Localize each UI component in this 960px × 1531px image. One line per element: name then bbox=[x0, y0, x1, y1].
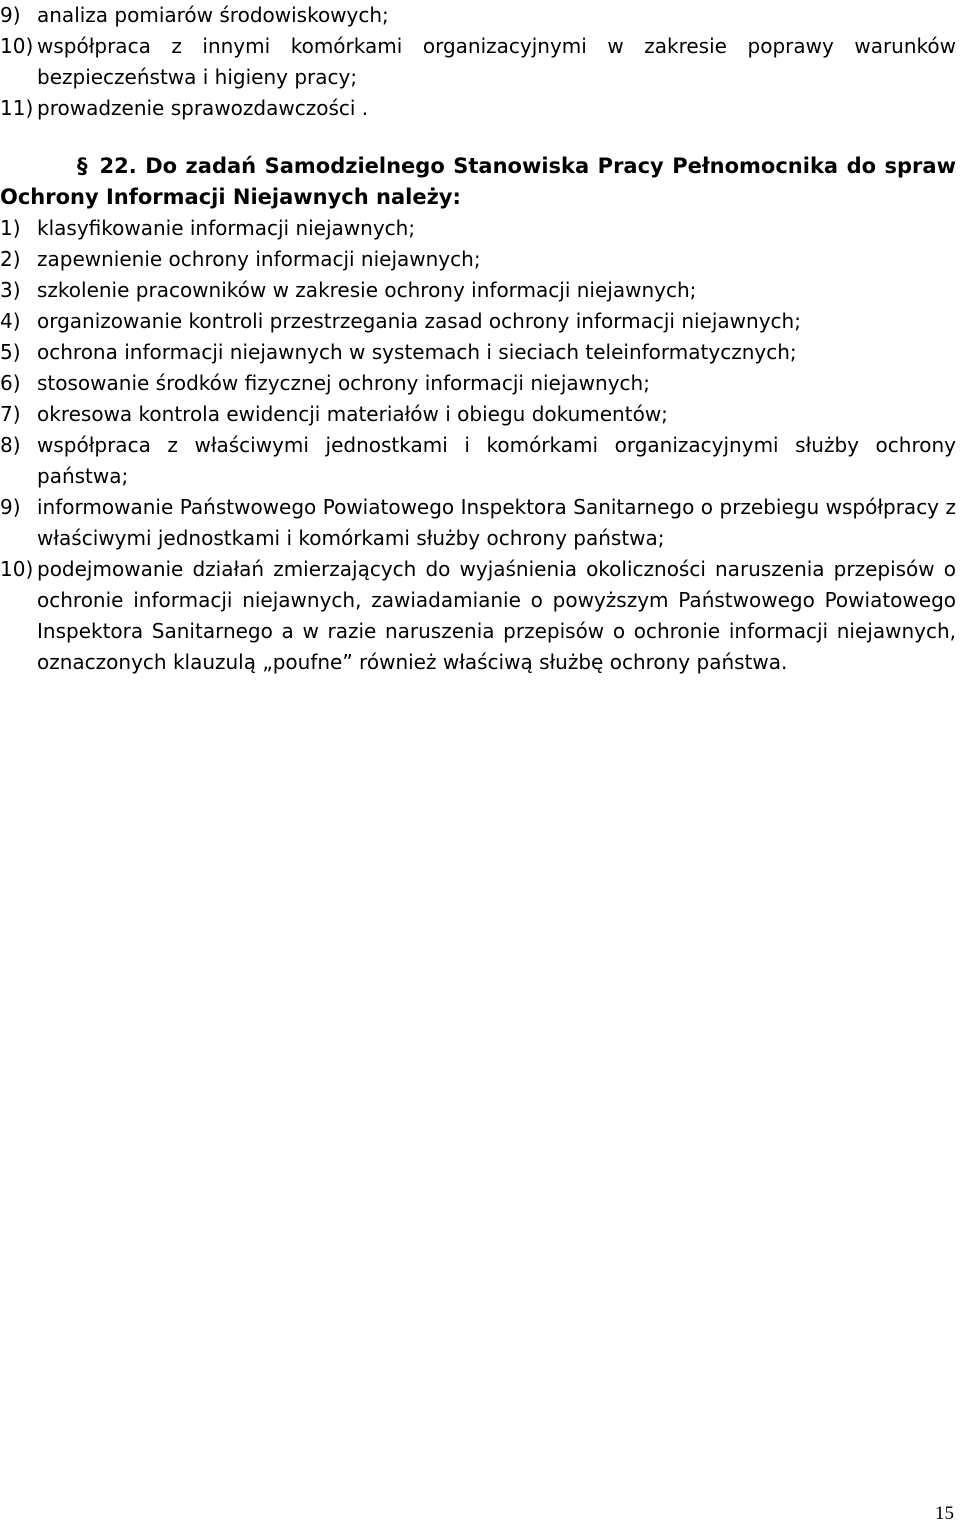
list-item bbox=[0, 93, 956, 124]
list-item bbox=[0, 31, 956, 93]
item-number: 10) bbox=[0, 34, 34, 58]
item-text: stosowanie środków fizycznej ochrony informacji niejawnych; bbox=[37, 371, 650, 395]
item-text: szkolenie pracowników w zakresie ochrony informacji niejawnych; bbox=[37, 278, 697, 302]
item-text: ochrona informacji niejawnych w systemach i sieciach teleinformatycznych; bbox=[37, 340, 797, 364]
list-item bbox=[0, 399, 956, 430]
list-item bbox=[0, 368, 956, 399]
item-text: analiza pomiarów środowiskowych; bbox=[37, 3, 389, 27]
page-number: 15 bbox=[935, 1503, 954, 1524]
section-heading bbox=[0, 151, 956, 213]
item-text: organizowanie kontroli przestrzegania zasad ochrony informacji niejawnych; bbox=[37, 309, 801, 333]
item-number: 9) bbox=[0, 3, 21, 27]
duties-list-continued bbox=[0, 0, 956, 124]
list-item bbox=[0, 554, 956, 678]
section-text: Do zadań Samodzielnego Stanowiska Pracy Pełnomocnika do spraw Ochrony Informacji Niejawnych należy: bbox=[0, 154, 956, 209]
item-text: informowanie Państwowego Powiatowego Inspektora Sanitarnego o przebiegu współpracy z właściwymi jednostkami i komórkami służby ochrony państwa; bbox=[37, 495, 956, 550]
item-number: 10) bbox=[0, 557, 34, 581]
item-number: 9) bbox=[0, 495, 21, 519]
list-item bbox=[0, 244, 956, 275]
item-number: 6) bbox=[0, 371, 21, 395]
duties-list bbox=[0, 213, 956, 678]
item-number: 1) bbox=[0, 216, 21, 240]
list-item bbox=[0, 492, 956, 554]
list-item bbox=[0, 213, 956, 244]
item-number: 11) bbox=[0, 96, 34, 120]
item-text: okresowa kontrola ewidencji materiałów i obiegu dokumentów; bbox=[37, 402, 668, 426]
item-number: 2) bbox=[0, 247, 21, 271]
section-sign: § bbox=[77, 154, 88, 178]
item-text: współpraca z właściwymi jednostkami i komórkami organizacyjnymi służby ochrony państwa; bbox=[37, 433, 956, 488]
item-text: zapewnienie ochrony informacji niejawnych; bbox=[37, 247, 481, 271]
list-item bbox=[0, 430, 956, 492]
item-number: 4) bbox=[0, 309, 21, 333]
item-text: klasyfikowanie informacji niejawnych; bbox=[37, 216, 416, 240]
list-item bbox=[0, 337, 956, 368]
item-number: 5) bbox=[0, 340, 21, 364]
list-item bbox=[0, 275, 956, 306]
list-item bbox=[0, 306, 956, 337]
item-text: prowadzenie sprawozdawczości . bbox=[37, 96, 369, 120]
item-text: współpraca z innymi komórkami organizacyjnymi w zakresie poprawy warunków bezpieczeństwa i higieny pracy; bbox=[37, 34, 956, 89]
list-item bbox=[0, 0, 956, 31]
item-number: 7) bbox=[0, 402, 21, 426]
item-text: podejmowanie działań zmierzających do wyjaśnienia okoliczności naruszenia przepisów o ochronie informacji niejawnych, zawiadamianie o powyższym Państwowego Powiatowego Inspektora Sanitarnego a w razie naruszenia przepisów o ochronie informacji niejawnych, oznaczonych klauzulą „poufne” również właściwą służbę ochrony państwa. bbox=[37, 557, 956, 674]
section-number: 22. bbox=[99, 154, 137, 178]
item-number: 3) bbox=[0, 278, 21, 302]
item-number: 8) bbox=[0, 433, 21, 457]
